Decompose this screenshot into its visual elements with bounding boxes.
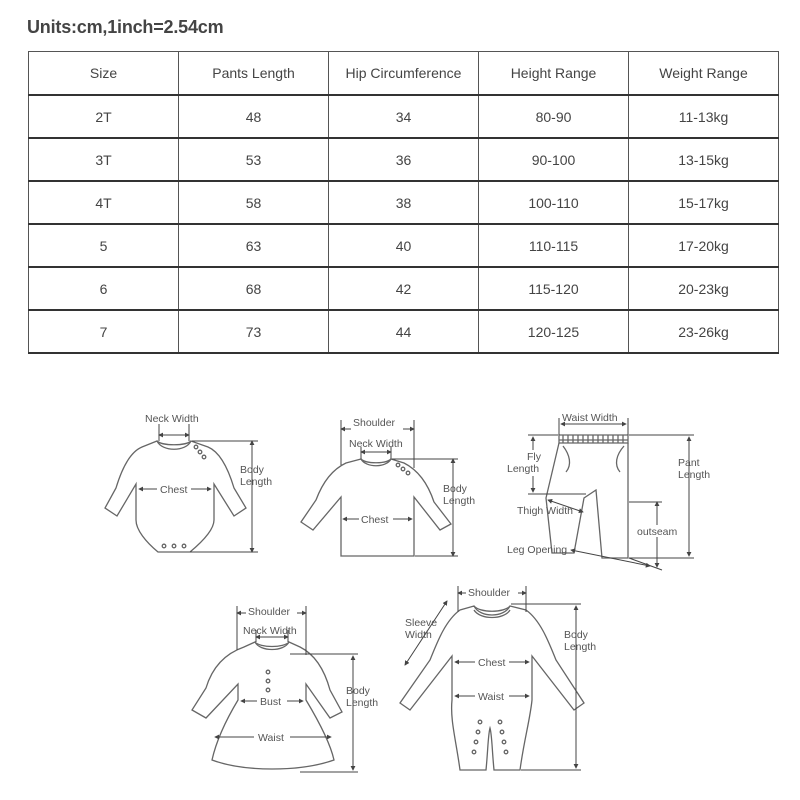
fly-length-label: Length: [507, 463, 540, 475]
neck-width-label: Neck Width: [243, 625, 297, 637]
table-header-cell: Size: [29, 52, 179, 96]
units-note: Units:cm,1inch=2.54cm: [27, 17, 224, 37]
table-cell: 42: [329, 267, 479, 310]
bodysuit-diagram: [105, 413, 272, 552]
pant-length-label: Pant: [678, 457, 700, 469]
table-row: [29, 181, 779, 224]
sleeve-width-label: Sleeve: [405, 617, 438, 629]
fly-length-label: Fly: [527, 451, 541, 463]
pants-diagram: [507, 412, 710, 570]
thigh-width-label: Thigh Width: [517, 505, 574, 517]
waist-label: Waist: [478, 691, 504, 703]
shoulder-label: Shoulder: [248, 606, 291, 618]
body-length-label: Length: [346, 697, 379, 709]
body-length-label: Length: [443, 495, 476, 507]
neck-width-label: Neck Width: [145, 413, 199, 425]
table-cell: 20-23kg: [629, 267, 779, 310]
table-cell: 13-15kg: [629, 138, 779, 181]
table-header-cell: Pants Length: [179, 52, 329, 96]
waist-label: Waist: [258, 732, 284, 744]
table-cell: 5: [29, 224, 179, 267]
table-cell: 53: [179, 138, 329, 181]
table-cell: 3T: [29, 138, 179, 181]
table-row: [29, 138, 779, 181]
table-cell: 80-90: [479, 95, 629, 138]
chest-label: Chest: [478, 657, 506, 669]
shoulder-label: Shoulder: [353, 417, 396, 429]
table-cell: 100-110: [479, 181, 629, 224]
waist-width-label: Waist Width: [562, 412, 618, 424]
table-cell: 34: [329, 95, 479, 138]
table-row: [29, 267, 779, 310]
pant-length-label: Length: [678, 469, 711, 481]
neck-width-label: Neck Width: [349, 438, 403, 450]
table-cell: 48: [179, 95, 329, 138]
table-cell: 7: [29, 310, 179, 353]
table-header-row: [29, 52, 779, 96]
table-cell: 58: [179, 181, 329, 224]
dress-diagram: [192, 605, 378, 772]
table-cell: 73: [179, 310, 329, 353]
table-cell: 115-120: [479, 267, 629, 310]
table-cell: 38: [329, 181, 479, 224]
chest-label: Chest: [361, 514, 389, 526]
table-cell: 17-20kg: [629, 224, 779, 267]
table-header-cell: Weight Range: [629, 52, 779, 96]
shoulder-label: Shoulder: [468, 587, 511, 599]
table-header-cell: Hip Circumference: [329, 52, 479, 96]
measurement-diagrams: [0, 390, 800, 800]
leg-opening-label: Leg Opening: [507, 544, 568, 556]
table-cell: 63: [179, 224, 329, 267]
table-cell: 90-100: [479, 138, 629, 181]
chest-label: Chest: [160, 484, 188, 496]
table-cell: 23-26kg: [629, 310, 779, 353]
body-length-label: Body: [346, 685, 370, 697]
table-cell: 68: [179, 267, 329, 310]
table-cell: 11-13kg: [629, 95, 779, 138]
romper-diagram: [400, 585, 596, 770]
table-cell: 2T: [29, 95, 179, 138]
body-length-label: Body: [240, 464, 264, 476]
table-cell: 6: [29, 267, 179, 310]
size-chart-table: [28, 51, 779, 354]
sleeve-width-label: Width: [405, 629, 432, 641]
table-cell: 15-17kg: [629, 181, 779, 224]
bust-label: Bust: [260, 696, 282, 708]
table-cell: 44: [329, 310, 479, 353]
outseam-label: outseam: [637, 526, 678, 538]
table-row: [29, 310, 779, 353]
table-row: [29, 95, 779, 138]
table-cell: 4T: [29, 181, 179, 224]
table-header-cell: Height Range: [479, 52, 629, 96]
shirt-diagram: [301, 417, 475, 556]
table-cell: 110-115: [479, 224, 629, 267]
body-length-label: Body: [443, 483, 467, 495]
body-length-label: Length: [240, 476, 273, 488]
body-length-label: Length: [564, 641, 597, 653]
table-cell: 40: [329, 224, 479, 267]
table-row: [29, 224, 779, 267]
table-cell: 120-125: [479, 310, 629, 353]
body-length-label: Body: [564, 629, 588, 641]
table-cell: 36: [329, 138, 479, 181]
